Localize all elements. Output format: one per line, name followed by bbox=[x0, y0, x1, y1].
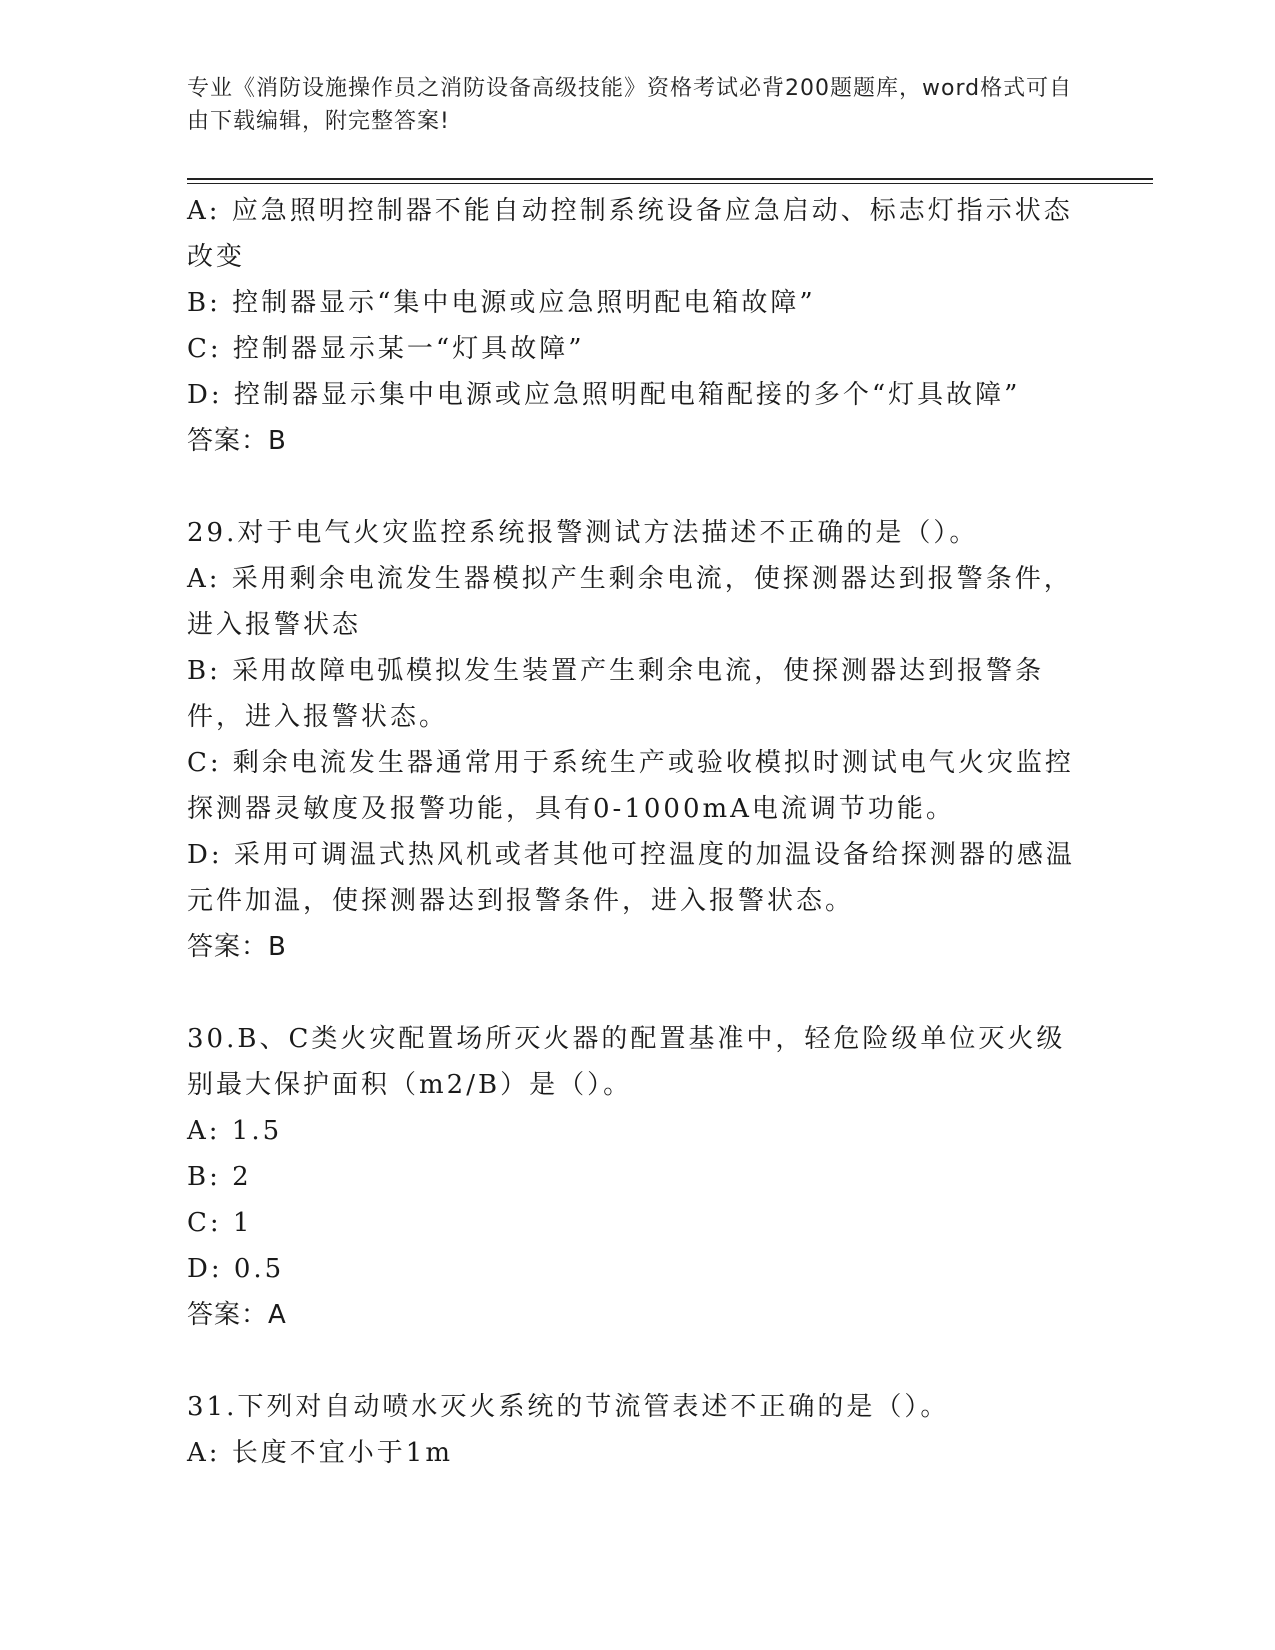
question-text: 30.B、C类火灾配置场所灭火器的配置基准中，轻危险级单位灭火级别最大保护面积（m2/B）是（）。 bbox=[187, 1024, 1066, 1100]
option-a: A: 长度不宜小于1m bbox=[187, 1438, 453, 1468]
option-c: C: 剩余电流发生器通常用于系统生产或验收模拟时测试电气火灾监控探测器灵敏度及报警功能，具有0-1000mA电流调节功能。 bbox=[187, 748, 1074, 824]
header-rule-thin bbox=[187, 183, 1153, 184]
option-b: B: 控制器显示“集中电源或应急照明配电箱故障” bbox=[187, 288, 816, 318]
option-d: D: 0.5 bbox=[187, 1254, 285, 1284]
option-b: B: 2 bbox=[187, 1162, 252, 1192]
answer-label: 答案：B bbox=[187, 932, 287, 962]
spacer bbox=[187, 1338, 1087, 1384]
question-29 bbox=[187, 510, 1087, 970]
option-a: A: 采用剩余电流发生器模拟产生剩余电流，使探测器达到报警条件，进入报警状态 bbox=[187, 564, 1073, 640]
option-c: C: 1 bbox=[187, 1208, 253, 1238]
spacer bbox=[187, 970, 1087, 1016]
answer-label: 答案：B bbox=[187, 426, 287, 456]
option-d: D: 采用可调温式热风机或者其他可控温度的加温设备给探测器的感温元件加温，使探测器达到报警条件，进入报警状态。 bbox=[187, 840, 1075, 916]
answer-label: 答案：A bbox=[187, 1300, 287, 1330]
document-header: 专业《消防设施操作员之消防设备高级技能》资格考试必背200题题库，word格式可自由下载编辑，附完整答案! bbox=[187, 76, 1073, 134]
question-30 bbox=[187, 1016, 1087, 1338]
question-31 bbox=[187, 1384, 1087, 1476]
question-list bbox=[187, 188, 1087, 1476]
question-text: 31.下列对自动喷水灭火系统的节流管表述不正确的是（）。 bbox=[187, 1392, 950, 1422]
header-rule-thick bbox=[187, 178, 1153, 180]
option-d: D: 控制器显示集中电源或应急照明配电箱配接的多个“灯具故障” bbox=[187, 380, 1021, 410]
option-a: A: 应急照明控制器不能自动控制系统设备应急启动、标志灯指示状态改变 bbox=[187, 196, 1073, 272]
spacer bbox=[187, 464, 1087, 510]
question-28 bbox=[187, 188, 1087, 464]
option-b: B: 采用故障电弧模拟发生装置产生剩余电流，使探测器达到报警条件，进入报警状态。 bbox=[187, 656, 1045, 732]
option-a: A: 1.5 bbox=[187, 1116, 283, 1146]
question-text: 29.对于电气火灾监控系统报警测试方法描述不正确的是（）。 bbox=[187, 518, 979, 548]
option-c: C: 控制器显示某一“灯具故障” bbox=[187, 334, 585, 364]
